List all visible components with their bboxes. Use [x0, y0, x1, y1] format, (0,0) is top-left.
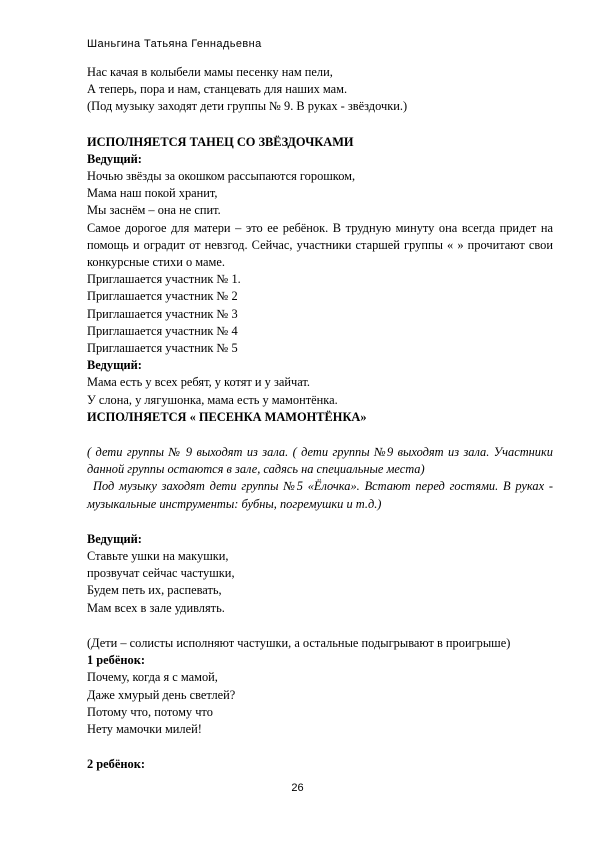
host-line: Мы заснём – она не спит.: [87, 203, 221, 218]
paragraph-mother: Самое дорогое для матери – это ее ребёнок. В трудную минуту она всегда придет на помощь и оградит от невзгод. Сейчас, участники старшей группы « » прочитают свои конкурсные стихи о маме.: [87, 220, 553, 270]
participant-line: Приглашается участник № 3: [87, 306, 238, 321]
participant-line: Приглашается участник № 5: [87, 341, 238, 356]
host-label: Ведущий:: [87, 531, 142, 546]
intro-line: А теперь, пора и нам, станцевать для наших мам.: [87, 82, 348, 97]
intro-line: (Под музыку заходят дети группы № 9. В руках - звёздочки.): [87, 99, 408, 114]
child-line: Потому что, потому что: [87, 704, 213, 719]
stage-direction: (Дети – солисты исполняют частушки, а остальные подыгрывают в проигрыше): [87, 635, 511, 650]
host-line: Мама наш покой хранит,: [87, 186, 218, 201]
stage-direction: Под музыку заходят дети группы №5 «Ёлочка». Встают перед гостями. В руках - музыкальные инструменты: бубны, погремушки и т.д.): [87, 479, 553, 511]
document-body: [87, 64, 553, 773]
participant-line: Приглашается участник № 2: [87, 289, 238, 304]
host-label: Ведущий:: [87, 151, 142, 166]
dance-title: ИСПОЛНЯЕТСЯ ТАНЕЦ СО ЗВЁЗДОЧКАМИ: [87, 134, 354, 149]
host-line: Ночью звёзды за окошком рассыпаются горошком,: [87, 169, 356, 184]
host-line: Ставьте ушки на макушки,: [87, 549, 229, 564]
child-line: Даже хмурый день светлей?: [87, 687, 236, 702]
child-line: Почему, когда я с мамой,: [87, 670, 218, 685]
host-line: Мам всех в зале удивлять.: [87, 600, 225, 615]
page-header-author: Шаньгина Татьяна Геннадьевна: [87, 38, 262, 50]
participant-line: Приглашается участник № 1.: [87, 272, 241, 287]
participant-line: Приглашается участник № 4: [87, 323, 238, 338]
host-line: прозвучат сейчас частушки,: [87, 566, 235, 581]
intro-line: Нас качая в колыбели мамы песенку нам пели,: [87, 65, 333, 79]
song-title: ИСПОЛНЯЕТСЯ « ПЕСЕНКА МАМОНТЁНКА»: [87, 409, 367, 424]
host-line: Будем петь их, распевать,: [87, 583, 222, 598]
host-line: Мама есть у всех ребят, у котят и у зайчат.: [87, 375, 310, 390]
child-line: Нету мамочки милей!: [87, 721, 202, 736]
host-line: У слона, у лягушонка, мама есть у мамонтёнка.: [87, 392, 338, 407]
host-label: Ведущий:: [87, 358, 142, 373]
page-number: 26: [291, 782, 304, 794]
child-label: 1 ребёнок:: [87, 653, 145, 668]
child-label: 2 ребёнок:: [87, 757, 145, 772]
stage-direction: ( дети группы № 9 выходят из зала. ( дети группы №9 выходят из зала. Участники данной группы остаются в зале, садясь на специальные места): [87, 445, 553, 477]
